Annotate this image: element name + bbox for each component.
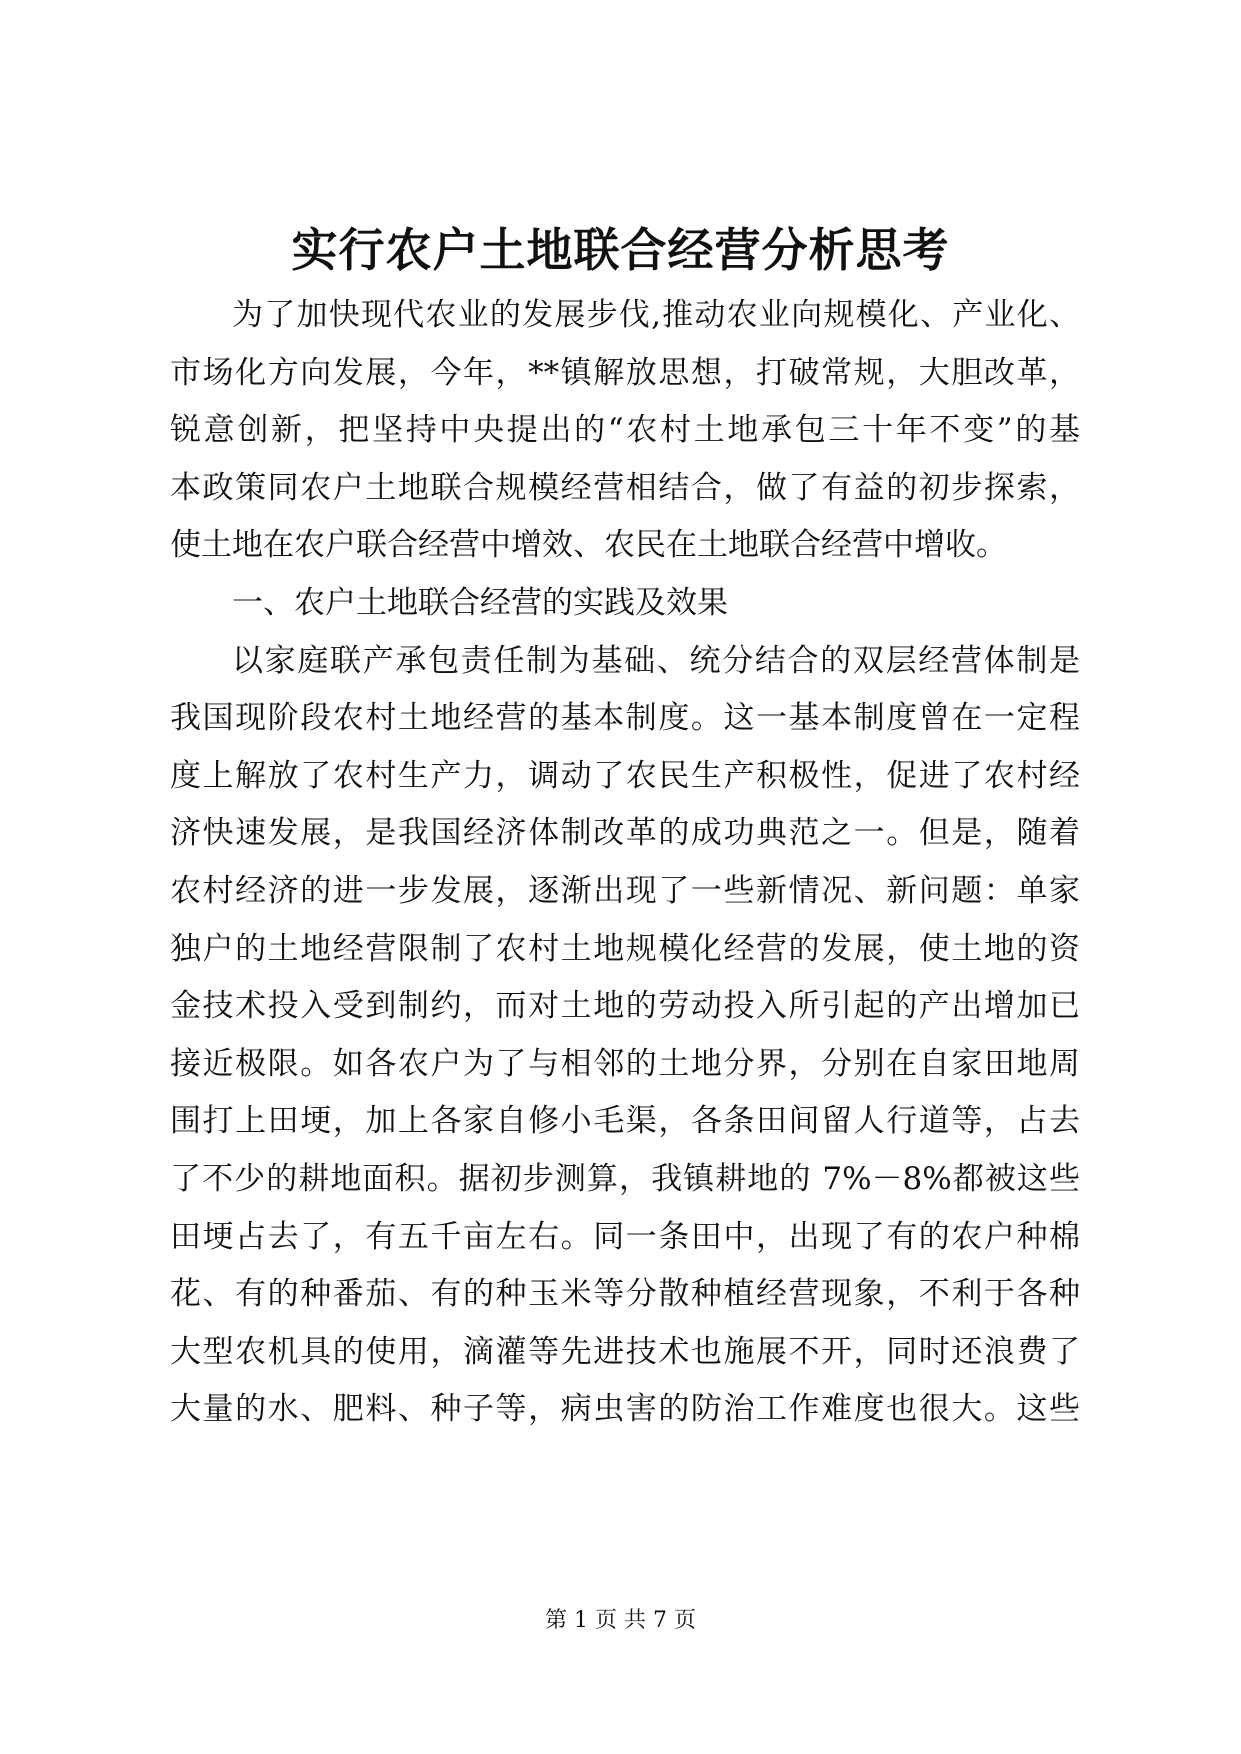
text-line: 度上解放了农村生产力，调动了农民生产积极性，促进了农村经 [170,757,1080,794]
text-line: 以家庭联产承包责任制为基础、统分结合的双层经营体制是 [232,642,1080,679]
text-line: 使土地在农户联合经营中增效、农民在土地联合经营中增收。 [170,527,1007,564]
text-line: 济快速发展，是我国经济体制改革的成功典范之一。但是，随着 [170,815,1080,852]
document-body [170,287,1080,1439]
text-line: 本政策同农户土地联合规模经营相结合，做了有益的初步探索， [170,469,1080,506]
text-line: 田埂占去了，有五千亩左右。同一条田中，出现了有的农户种棉 [170,1218,1080,1255]
text-line: 大量的水、肥料、种子等，病虫害的防治工作难度也很大。这些 [170,1391,1080,1428]
text-line: 锐意创新，把坚持中央提出的“农村土地承包三十年不变”的基 [170,412,1080,449]
document-title: 实行农户土地联合经营分析思考 [291,223,950,277]
text-line: 为了加快现代农业的发展步伐,推动农业向规模化、产业化、 [232,297,1080,333]
text-line: 大型农机具的使用，滴灌等先进技术也施展不开，同时还浪费了 [170,1333,1080,1370]
text-line: 围打上田埂，加上各家自修小毛渠，各条田间留人行道等，占去 [170,1103,1080,1140]
page-footer: 第 1 页 共 7 页 [545,1608,696,1633]
text-line: 市场化方向发展，今年，**镇解放思想，打破常规，大胆改革， [170,354,1080,391]
text-line: 接近极限。如各农户为了与相邻的土地分界，分别在自家田地周 [170,1045,1080,1082]
text-line: 农村经济的进一步发展，逐渐出现了一些新情况、新问题：单家 [170,872,1080,909]
text-line: 了不少的耕地面积。据初步测算，我镇耕地的 7%－8%都被这些 [170,1160,1080,1197]
text-line: 金技术投入受到制约，而对土地的劳动投入所引起的产出增加已 [170,988,1080,1025]
text-line: 我国现阶段农村土地经营的基本制度。这一基本制度曾在一定程 [170,700,1080,737]
text-line: 独户的土地经营限制了农村土地规模化经营的发展，使土地的资 [170,930,1080,967]
text-line: 一、农户土地联合经营的实践及效果 [232,584,728,621]
text-line: 花、有的种番茄、有的种玉米等分散种植经营现象，不利于各种 [170,1276,1080,1313]
